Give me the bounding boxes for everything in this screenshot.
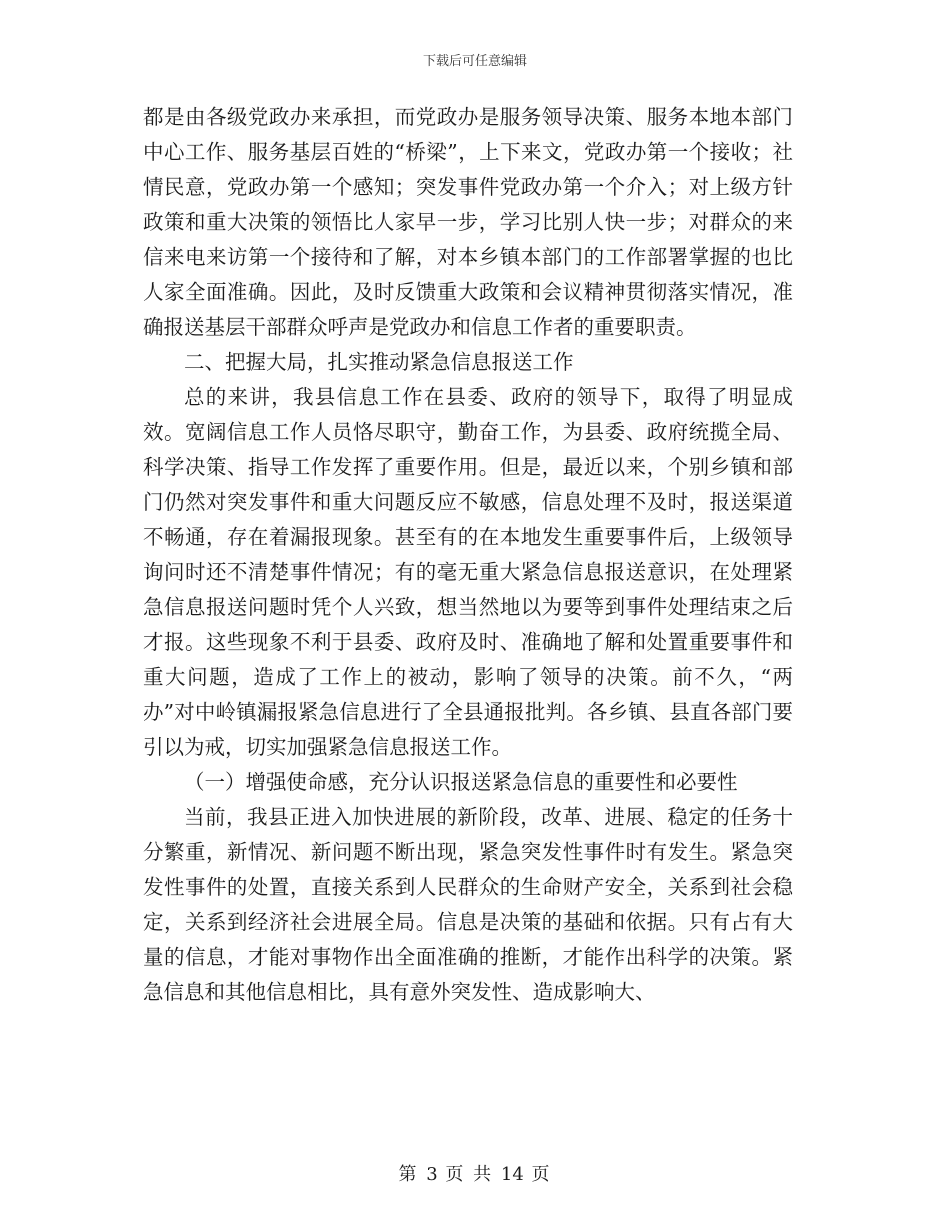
footer-suffix: 页 (531, 1164, 552, 1185)
subsection-heading-1: （一）增强使命感，充分认识报送紧急信息的重要性和必要性 (184, 770, 738, 794)
page-header: 下载后可任意编辑 (422, 54, 527, 69)
footer-current-page: 3 (426, 1164, 438, 1185)
paragraph-continued: 都是由各级党政办来承担，而党政办是服务领导决策、服务本地本部门中心工作、服务基层百姓的“桥梁”，上下来文，党政办第一个接收；社情民意，党政办第一个感知；突发事件党政办第一个介入；对上级方针政策和重大决策的领悟比人家早一步，学习比别人快一步；对群众的来信来电来访第一个接待和了解，对本乡镇本部门的工作部署掌握的也比人家全面准确。因此，及时反馈重大政策和会议精神贯彻落实情况，准确报送基层干部群众呼声是党政办和信息工作者的重要职责。 (143, 105, 793, 339)
footer-middle: 页 共 (445, 1164, 494, 1185)
paragraph-section-2: 总的来讲，我县信息工作在县委、政府的领导下，取得了明显成效。宽阔信息工作人员恪尽职守，勤奋工作，为县委、政府统揽全局、科学决策、指导工作发挥了重要作用。但是，最近以来，个别乡镇和部门仍然对突发事件和重大问题反应不敏感，信息处理不及时，报送渠道不畅通，存在着漏报现象。甚至有的在本地发生重要事件后，上级领导询问时还不清楚事件情况；有的毫无重大紧急信息报送意识，在处理紧急信息报送问题时凭个人兴致，想当然地以为要等到事件处理结束之后才报。这些现象不利于县委、政府及时、准确地了解和处置重要事件和重大问题，造成了工作上的被动，影响了领导的决策。前不久，“两办”对中岭镇漏报紧急信息进行了全县通报批判。各乡镇、县直各部门要引以为戒，切实加强紧急信息报送工作。 (143, 385, 793, 759)
section-heading-2: 二、把握大局，扎实推动紧急信息报送工作 (184, 350, 574, 374)
footer-prefix: 第 (398, 1164, 419, 1185)
paragraph-subsection-1: 当前，我县正进入加快进展的新阶段，改革、进展、稳定的任务十分繁重，新情况、新问题不断出现，紧急突发性事件时有发生。紧急突发性事件的处置，直接关系到人民群众的生命财产安全，关系到社会稳定，关系到经济社会进展全局。信息是决策的基础和依据。只有占有大量的信息，才能对事物作出全面准确的推断，才能作出科学的决策。紧急信息和其他信息相比，具有意外突发性、造成影响大、 (143, 805, 793, 1004)
footer-total-pages: 14 (500, 1164, 524, 1185)
page-footer (0, 1160, 950, 1186)
document-body (143, 100, 793, 1010)
